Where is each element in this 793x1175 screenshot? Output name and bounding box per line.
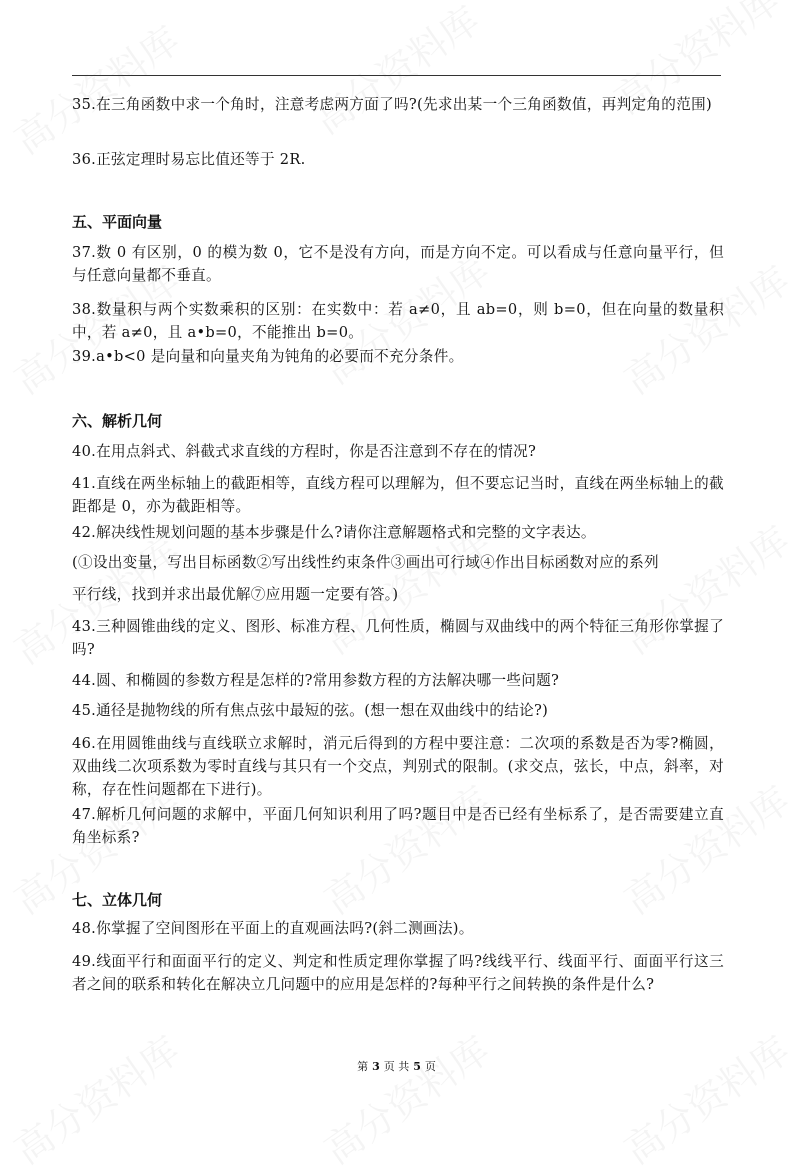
item-43: 43.三种圆锥曲线的定义、图形、标准方程、几何性质，椭圆与双曲线中的两个特征三角形你掌握了吗? [72, 618, 724, 658]
watermark [1, 10, 188, 164]
item-39: 39.a•b<0 是向量和向量夹角为钝角的必要而不充分条件。 [72, 348, 464, 365]
footer-mid: 页 共 [383, 1060, 410, 1073]
watermark [611, 1020, 793, 1174]
item-42-steps: (①设出变量，写出目标函数②写出线性约束条件③画出可行域④作出目标函数对应的系列 [72, 554, 659, 571]
item-35: 35.在三角函数中求一个角时，注意考虑两方面了吗?(先求出某一个三角函数值，再判定角的范围) [72, 96, 712, 113]
item-38: 38.数量积与两个实数乘积的区别：在实数中：若 a≠0，且 ab=0，则 b=0，但在向量的数量积中，若 a≠0，且 a•b=0，不能推出 b=0。 [72, 301, 724, 341]
section-heading-solid-geometry: 七、立体几何 [72, 891, 163, 909]
item-41: 41.直线在两坐标轴上的截距相等，直线方程可以理解为，但不要忘记当时，直线在两坐标轴上的截距都是 0，亦为截距相等。 [72, 475, 724, 515]
total-pages: 5 [413, 1060, 421, 1073]
item-48: 48.你掌握了空间图形在平面上的直观画法吗?(斜二测画法)。 [72, 920, 474, 937]
item-45: 45.通径是抛物线的所有焦点弦中最短的弦。(想一想在双曲线中的结论?) [72, 702, 549, 719]
header-rule [72, 75, 721, 76]
footer-suffix: 页 [424, 1060, 436, 1073]
item-49: 49.线面平行和面面平行的定义、判定和性质定理你掌握了吗?线线平行、线面平行、面面平行这三者之间的联系和转化在解决立几问题中的应用是怎样的?每种平行之间转换的条件是什么? [72, 953, 724, 993]
watermark [301, 0, 488, 145]
item-44: 44.圆、和椭圆的参数方程是怎样的?常用参数方程的方法解决哪一些问题? [72, 672, 560, 689]
item-37: 37.数 0 有区别，0 的模为数 0，它不是没有方向，而是方向不定。可以看成与任意向量平行，但与任意向量都不垂直。 [72, 244, 724, 284]
section-heading-vectors: 五、平面向量 [72, 213, 163, 231]
watermark [311, 1020, 498, 1174]
item-40: 40.在用点斜式、斜截式求直线的方程时，你是否注意到不存在的情况? [72, 443, 537, 460]
item-42-steps-cont: 平行线，找到并求出最优解⑦应用题一定要有答。) [72, 586, 399, 603]
watermark [1, 1020, 188, 1174]
item-47: 47.解析几何问题的求解中，平面几何知识利用了吗?题目中是否已经有坐标系了，是否需要建立直角坐标系? [72, 806, 724, 846]
item-36: 36.正弦定理时易忘比值还等于 2R. [72, 151, 306, 168]
item-46: 46.在用圆锥曲线与直线联立求解时，消元后得到的方程中要注意：二次项的系数是否为零?椭圆，双曲线二次项系数为零时直线与其只有一个交点，判别式的限制。(求交点，弦长，中点，斜率，对称，存在性问题都在下进行)。 [72, 735, 724, 798]
section-heading-analytic-geometry: 六、解析几何 [72, 412, 163, 430]
page-footer [0, 1058, 793, 1074]
item-42: 42.解决线性规划问题的基本步骤是什么?请你注意解题格式和完整的文字表达。 [72, 524, 596, 541]
footer-prefix: 第 [357, 1060, 369, 1073]
current-page-number: 3 [372, 1060, 380, 1073]
